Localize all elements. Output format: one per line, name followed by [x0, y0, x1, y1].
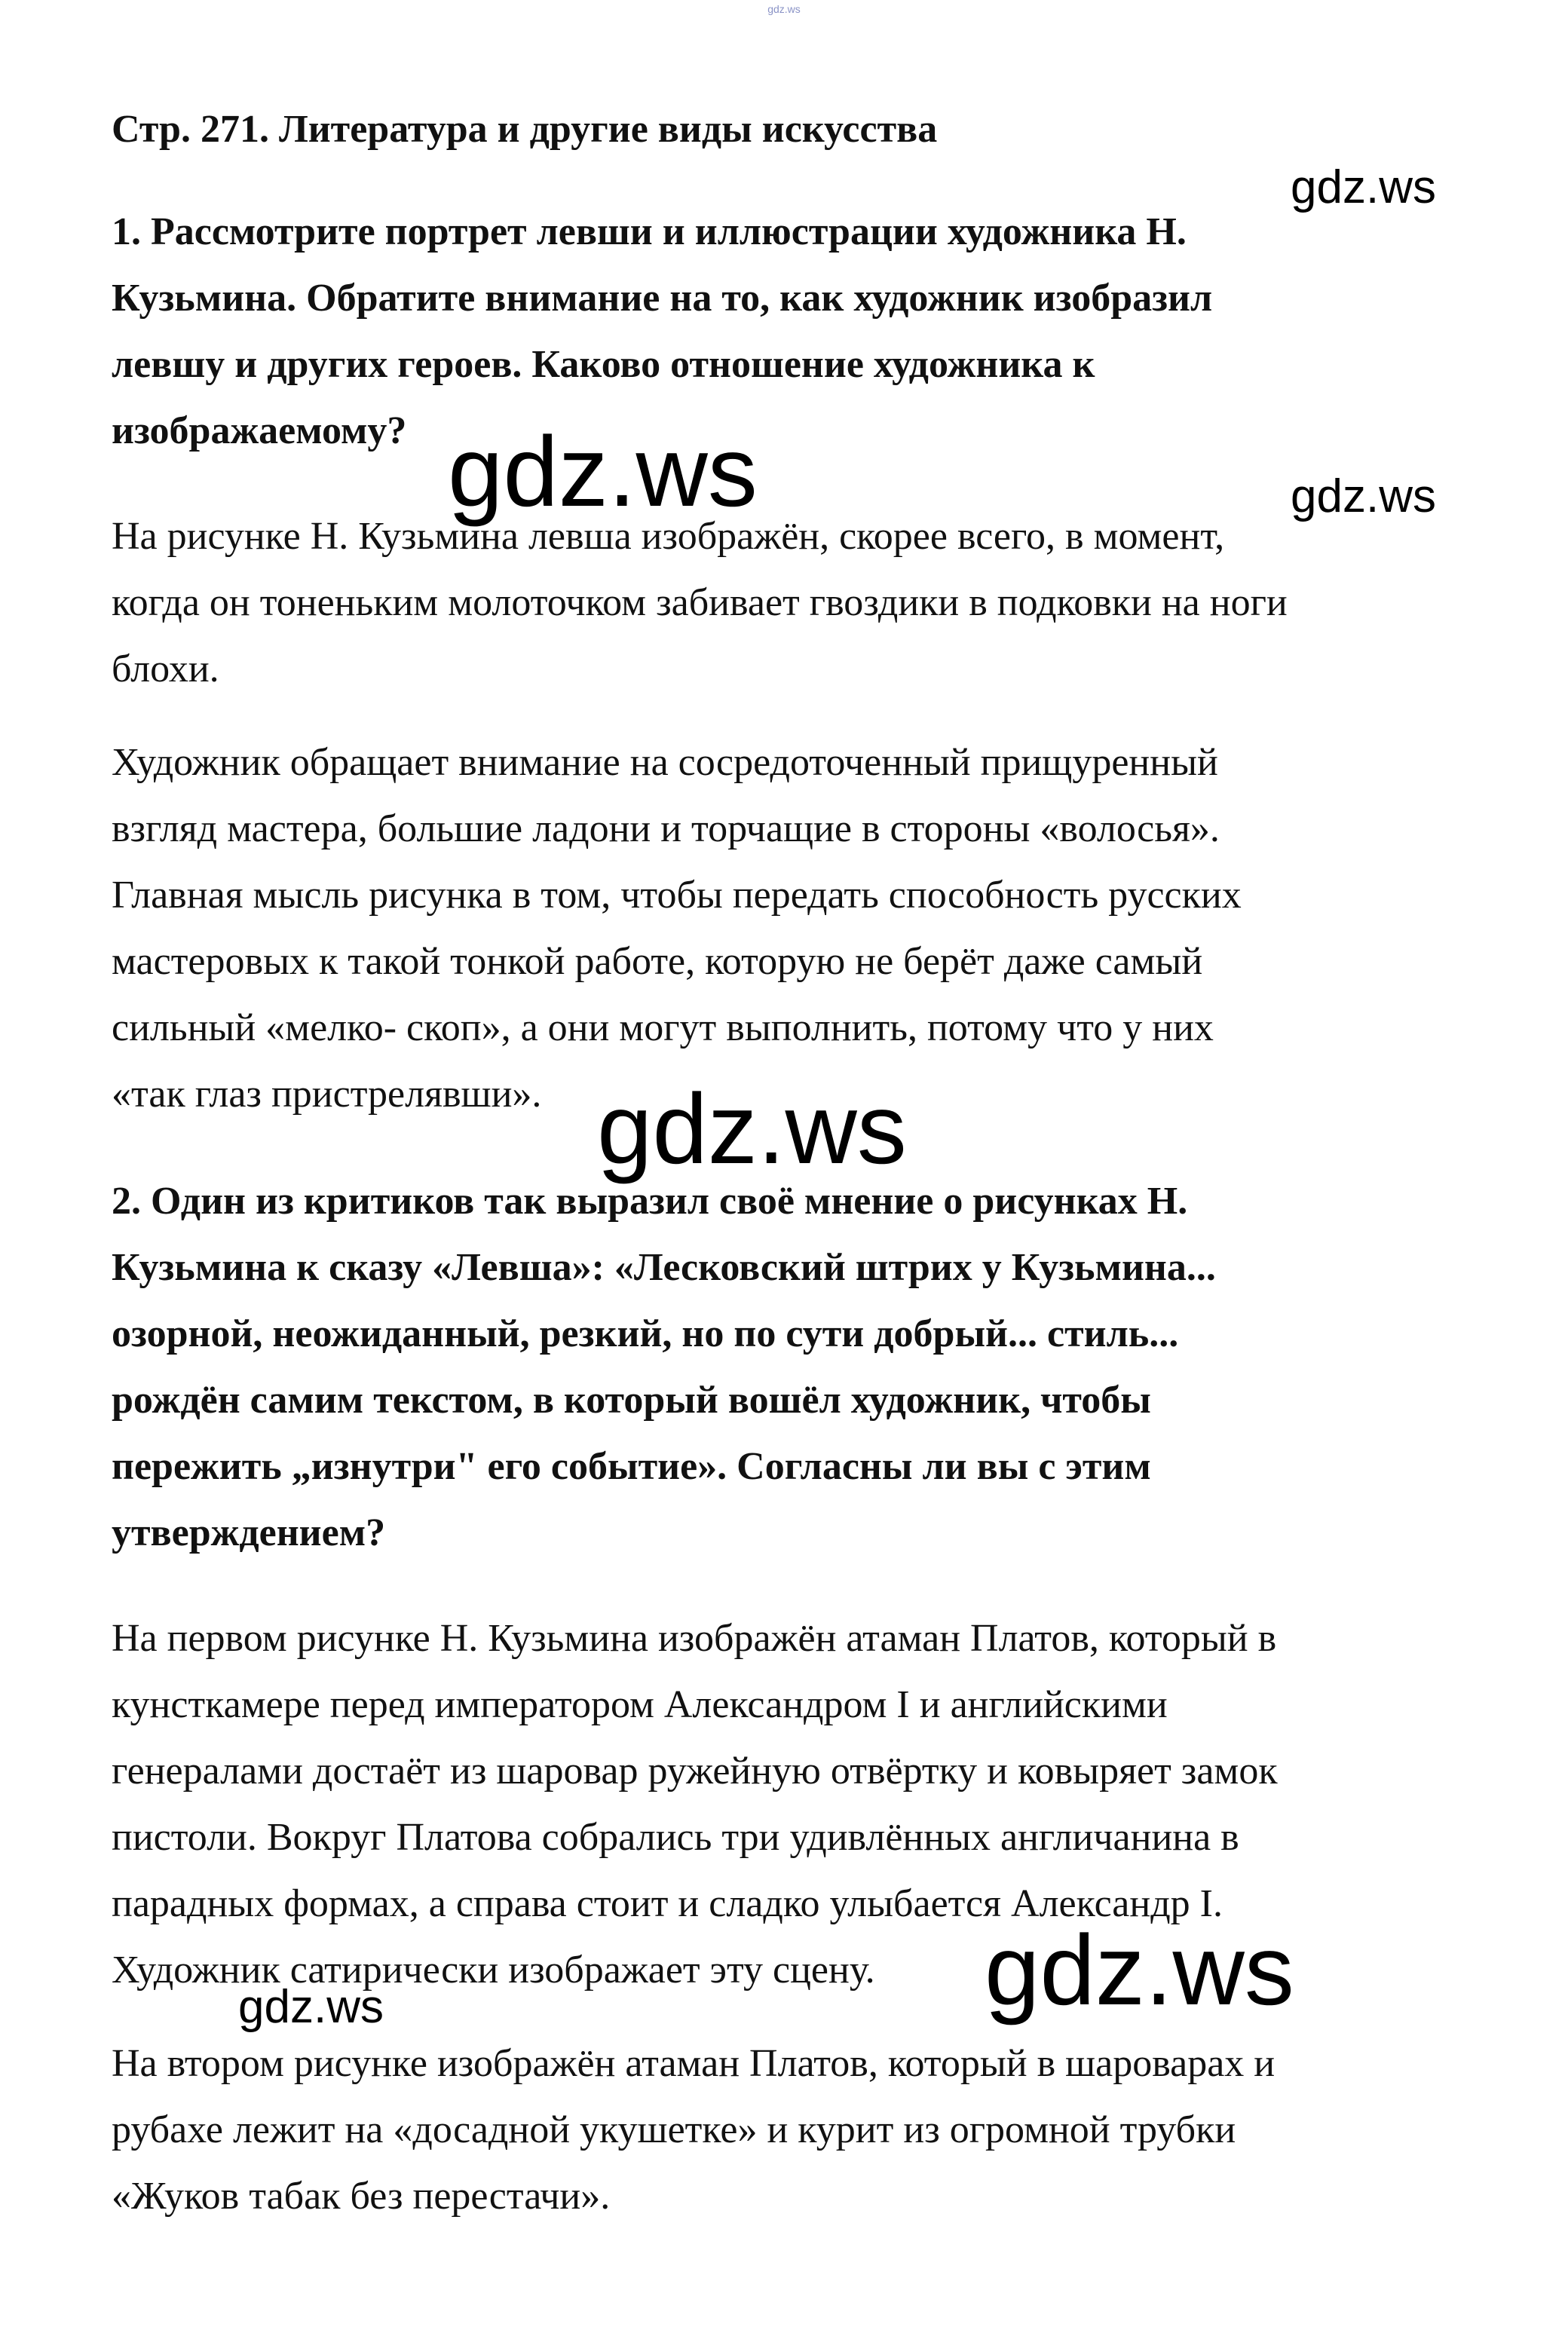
answer-line: мастеровых к такой тонкой работе, которую не берёт даже самый	[112, 940, 1203, 983]
question-2-line: Кузьмина к сказу «Левша»: «Лесковский штрих у Кузьмина...	[112, 1246, 1216, 1289]
question-2-line: 2. Один из критиков так выразил своё мнение о рисунках Н.	[112, 1180, 1188, 1223]
question-2	[112, 1168, 1468, 1566]
question-1-line: 1. Рассмотрите портрет левши и иллюстрации художника Н.	[112, 210, 1187, 253]
answer-line: Художник обращает внимание на сосредоточенный прищуренный	[112, 741, 1218, 784]
answer-line: когда он тоненьким молоточком забивает гвоздики в подковки на ноги	[112, 581, 1288, 624]
watermark: gdz.ws	[448, 416, 758, 527]
watermark: gdz.ws	[1291, 161, 1436, 213]
page-heading: Стр. 271. Литература и другие виды искусства	[112, 108, 938, 151]
answer-line: блохи.	[112, 648, 219, 690]
answer-line: пистоли. Вокруг Платова собрались три удивлённых англичанина в	[112, 1816, 1239, 1859]
question-1	[112, 199, 1468, 464]
answer-line: На рисунке Н. Кузьмина левша изображён, скорее всего, в момент,	[112, 515, 1225, 558]
answer-line: парадных формах, а справа стоит и сладко улыбается Александр I.	[112, 1882, 1223, 1925]
watermark: gdz.ws	[985, 1915, 1294, 2025]
answer-line: На втором рисунке изображён атаман Платов, который в шароварах и	[112, 2042, 1276, 2085]
answer-line: кунсткамере перед императором Александром I и английскими	[112, 1683, 1168, 1726]
answer-1-paragraph-2	[112, 730, 1468, 1128]
answer-line: На первом рисунке Н. Кузьмина изображён атаман Платов, который в	[112, 1617, 1277, 1660]
question-2-line: пережить „изнутри" его событие». Согласны ли вы с этим	[112, 1445, 1151, 1488]
answer-line: Художник сатирически изображает эту сцену.	[112, 1949, 875, 1992]
answer-line: рубахе лежит на «досадной укушетке» и курит из огромной трубки	[112, 2108, 1236, 2151]
answer-1-paragraph-1	[112, 504, 1468, 703]
watermark: gdz.ws	[597, 1073, 907, 1184]
question-1-line: левшу и других героев. Каково отношение художника к	[112, 343, 1095, 386]
question-1-line: изображаемому?	[112, 409, 407, 452]
answer-2-paragraph-2	[112, 2031, 1468, 2230]
top-watermark: gdz.ws	[767, 3, 801, 15]
answer-line: генералами достаёт из шаровар ружейную отвёртку и ковыряет замок	[112, 1750, 1278, 1793]
answer-line: взгляд мастера, большие ладони и торчащие в стороны «волосья».	[112, 807, 1220, 850]
answer-line: сильный «мелко- скоп», а они могут выполнить, потому что у них	[112, 1006, 1214, 1049]
watermark: gdz.ws	[238, 1981, 384, 2033]
answer-line: Главная мысль рисунка в том, чтобы передать способность русских	[112, 874, 1242, 917]
question-2-line: рождён самим текстом, в который вошёл художник, чтобы	[112, 1379, 1151, 1422]
answer-line: «Жуков табак без перестачи».	[112, 2175, 611, 2218]
question-2-line: утверждением?	[112, 1511, 386, 1554]
answer-line: «так глаз пристрелявши».	[112, 1073, 542, 1116]
question-2-line: озорной, неожиданный, резкий, но по сути добрый... стиль...	[112, 1312, 1179, 1355]
question-1-line: Кузьмина. Обратите внимание на то, как художник изобразил	[112, 277, 1213, 320]
watermark: gdz.ws	[1291, 470, 1436, 522]
